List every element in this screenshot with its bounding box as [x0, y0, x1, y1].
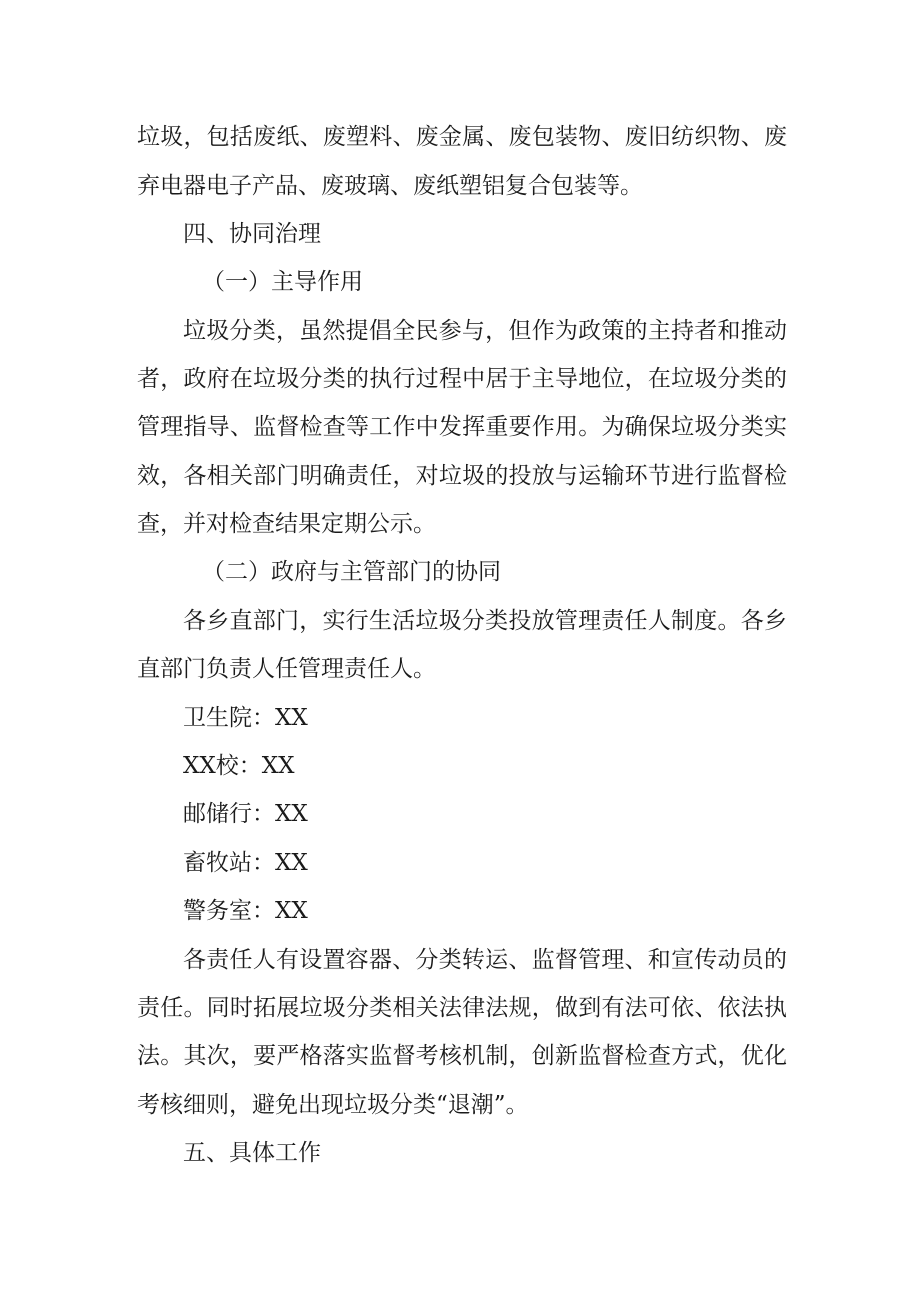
- paragraph-line: 各责任人有设置容器、分类转运、监督管理、和宣传动员的: [183, 947, 787, 973]
- list-item: 警务室：XX: [183, 898, 308, 924]
- list-item: 卫生院：XX: [183, 705, 308, 731]
- paragraph-line: 考核细则，避免出现垃圾分类“退潮”。: [137, 1092, 529, 1118]
- paragraph-line: 查，并对检查结果定期公示。: [137, 511, 436, 537]
- section-heading: 五、具体工作: [183, 1140, 321, 1166]
- subsection-heading: （二）政府与主管部门的协同: [202, 559, 501, 585]
- section-heading: 四、协同治理: [183, 221, 321, 247]
- paragraph-line: 垃圾分类，虽然提倡全民参与，但作为政策的主持者和推动: [183, 318, 787, 344]
- paragraph-line: 直部门负责人任管理责任人。: [137, 656, 436, 682]
- paragraph-line: 效，各相关部门明确责任，对垃圾的投放与运输环节进行监督检: [137, 463, 787, 489]
- paragraph-line: 各乡直部门，实行生活垃圾分类投放管理责任人制度。各乡: [183, 608, 787, 634]
- paragraph-line: 责任。同时拓展垃圾分类相关法律法规，做到有法可依、依法执: [137, 995, 787, 1021]
- paragraph-line: 弃电器电子产品、废玻璃、废纸塑铝复合包装等。: [137, 173, 643, 199]
- paragraph-line: 垃圾，包括废纸、废塑料、废金属、废包装物、废旧纺织物、废: [137, 124, 787, 150]
- paragraph-line: 法。其次，要严格落实监督考核机制，创新监督检查方式，优化: [137, 1043, 787, 1069]
- paragraph-line: 者，政府在垃圾分类的执行过程中居于主导地位，在垃圾分类的: [137, 366, 787, 392]
- list-item: 邮储行：XX: [183, 801, 308, 827]
- subsection-heading: （一）主导作用: [202, 269, 363, 295]
- paragraph-line: 管理指导、监督检查等工作中发挥重要作用。为确保垃圾分类实: [137, 414, 787, 440]
- list-item: 畜牧站：XX: [183, 850, 308, 876]
- list-item: XX校：XX: [183, 753, 295, 779]
